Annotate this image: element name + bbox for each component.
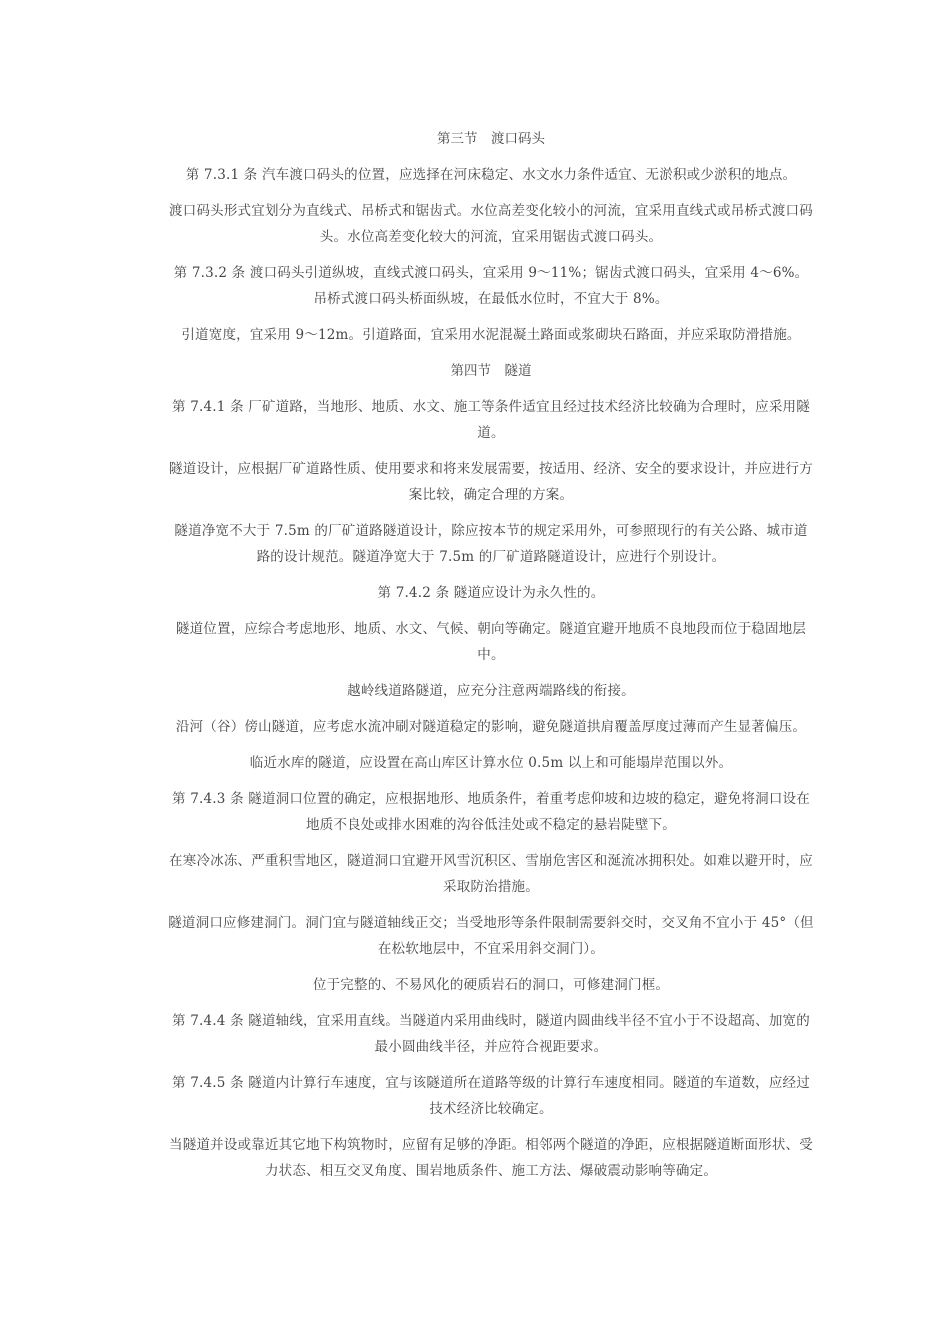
paragraph: 隧道净宽不大于 7.5m 的厂矿道路隧道设计，除应按本节的规定采用外，可参照现行的有关公路、城市道路的设计规范。隧道净宽大于 7.5m 的厂矿道路隧道设计，应进行个别设计。 [174,523,808,565]
paragraph: 第 7.4.1 条 厂矿道路，当地形、地质、水文、施工等条件适宜且经过技术经济比较确为合理时，应采用隧道。 [172,399,810,441]
paragraph: 第 7.4.4 条 隧道轴线，宜采用直线。当隧道内采用曲线时，隧道内圆曲线半径不宜小于不设超高、加宽的最小圆曲线半径，并应符合视距要求。 [172,1013,810,1055]
section-heading-ferry-terminal: 第三节 渡口码头 [437,131,545,147]
paragraph: 第 7.4.2 条 隧道应设计为永久性的。 [377,585,605,601]
paragraph: 越岭线道路隧道，应充分注意两端路线的衔接。 [347,683,635,699]
paragraph: 第 7.4.3 条 隧道洞口位置的确定，应根据地形、地质条件，着重考虑仰坡和边坡的稳定，避免将洞口设在地质不良处或排水困难的沟谷低洼处或不稳定的悬岩陡壁下。 [172,791,810,833]
paragraph: 第 7.3.1 条 汽车渡口码头的位置，应选择在河床稳定、水文水力条件适宜、无淤积或少淤积的地点。 [185,167,797,183]
paragraph: 位于完整的、不易风化的硬质岩石的洞口，可修建洞门框。 [312,977,670,993]
paragraph: 在寒冷冰冻、严重积雪地区，隧道洞口宜避开风雪沉积区、雪崩危害区和涎流冰拥积处。如难以避开时，应采取防治措施。 [169,853,813,895]
paragraph: 临近水库的隧道，应设置在高山库区计算水位 0.5m 以上和可能塌岸范围以外。 [249,755,733,771]
paragraph: 当隧道并设或靠近其它地下构筑物时，应留有足够的净距。相邻两个隧道的净距，应根据隧道断面形状、受力状态、相互交叉角度、围岩地质条件、施工方法、爆破震动影响等确定。 [169,1137,813,1179]
section-heading-tunnel: 第四节 隧道 [450,363,532,379]
paragraph: 第 7.4.5 条 隧道内计算行车速度，宜与该隧道所在道路等级的计算行车速度相同。隧道的车道数，应经过技术经济比较确定。 [172,1075,810,1117]
paragraph: 第 7.3.2 条 渡口码头引道纵坡，直线式渡口码头，宜采用 9～11%；锯齿式渡口码头，宜采用 4～6%。吊桥式渡口码头桥面纵坡，在最低水位时，不宜大于 8%。 [173,265,809,307]
paragraph: 沿河（谷）傍山隧道，应考虑水流冲刷对隧道稳定的影响，避免隧道拱肩覆盖厚度过薄而产生显著偏压。 [175,719,807,735]
paragraph: 隧道设计，应根据厂矿道路性质、使用要求和将来发展需要，按适用、经济、安全的要求设计，并应进行方案比较，确定合理的方案。 [169,461,813,503]
paragraph: 隧道洞口应修建洞门。洞门宜与隧道轴线正交；当受地形等条件限制需要斜交时，交叉角不宜小于 45°（但在松软地层中，不宜采用斜交洞门）。 [168,915,814,957]
paragraph: 渡口码头形式宜划分为直线式、吊桥式和锯齿式。水位高差变化较小的河流，宜采用直线式或吊桥式渡口码头。水位高差变化较大的河流，宜采用锯齿式渡口码头。 [169,203,813,245]
document-body [168,126,814,1194]
paragraph: 引道宽度，宜采用 9～12m。引道路面，宜采用水泥混凝土路面或浆砌块石路面，并应采取防滑措施。 [181,327,801,343]
paragraph: 隧道位置，应综合考虑地形、地质、水文、气候、朝向等确定。隧道宜避开地质不良地段而位于稳固地层中。 [175,621,807,663]
